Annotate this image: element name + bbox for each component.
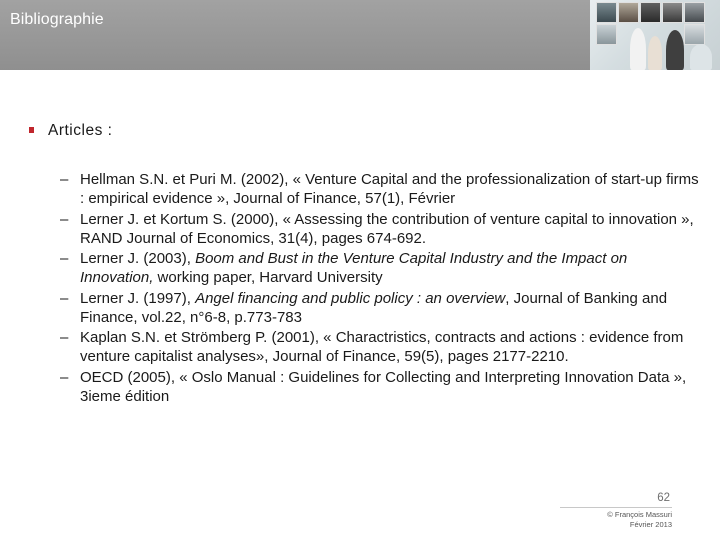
photo-person — [648, 36, 662, 70]
dash-bullet-icon: – — [60, 210, 69, 228]
collage-thumbnail — [640, 2, 661, 23]
dash-bullet-icon: – — [60, 171, 69, 188]
reference-text — [80, 171, 699, 207]
collage-thumbnail — [596, 24, 617, 45]
reference-text — [80, 290, 667, 326]
collage-thumbnail — [596, 2, 617, 23]
reference-segment: Kaplan S.N. et Strömberg P. (2001), « Charactristics, contracts and actions : evidence from venture capitalist analyses», Journal of Finance, 59(5), pages 2177-2210. — [80, 329, 684, 365]
reference-segment: Hellman S.N. et Puri M. (2002), « Venture Capital and the professionalization of start-up firms : empirical evidence », Journal of Finance, 57(1), Février — [80, 171, 699, 207]
header-photo-collage — [590, 0, 720, 70]
reference-title-italic: Angel financing and public policy : an overview — [195, 289, 506, 307]
reference-text — [80, 369, 686, 405]
photo-person — [690, 44, 712, 70]
reference-item — [60, 249, 700, 287]
reference-segment: Lerner J. (2003), — [80, 250, 196, 267]
reference-segment: Lerner J. (1997), — [80, 289, 196, 307]
reference-item — [60, 289, 700, 327]
reference-list — [60, 170, 700, 407]
dash-bullet-icon: – — [60, 329, 69, 346]
reference-text — [80, 250, 627, 286]
collage-thumbnail — [618, 2, 639, 23]
reference-segment: , Journal of Banking and Finance, vol.22, n°6-8, p.773-783 — [80, 289, 668, 326]
reference-item — [60, 210, 700, 248]
reference-text — [80, 329, 683, 365]
reference-text — [80, 211, 694, 247]
reference-item — [60, 170, 700, 208]
section-heading: Articles : — [48, 122, 113, 139]
page-title: Bibliographie — [10, 11, 104, 28]
reference-item — [60, 368, 700, 406]
footer-divider — [560, 507, 672, 508]
photo-person — [666, 30, 684, 70]
header-bar — [0, 0, 720, 70]
page-number: 62 — [657, 492, 670, 504]
reference-segment: Lerner J. et Kortum S. (2000), « Assessing the contribution of venture capital to innovation », RAND Journal of Economics, 31(4), pages 674-692. — [80, 210, 694, 247]
dash-bullet-icon: – — [60, 289, 69, 307]
reference-title-italic: Boom and Bust in the Venture Capital Industry and the Impact on Innovation, — [80, 250, 628, 286]
reference-segment: working paper, Harvard University — [153, 269, 383, 286]
footer-author: © François Massuri — [607, 510, 672, 519]
photo-person — [630, 28, 646, 70]
dash-bullet-icon: – — [60, 368, 69, 386]
reference-item — [60, 328, 700, 366]
bullet-square-icon — [29, 127, 34, 133]
collage-thumbnail — [662, 2, 683, 23]
collage-thumbnail — [684, 2, 705, 23]
footer-date: Février 2013 — [629, 520, 672, 529]
dash-bullet-icon: – — [60, 250, 69, 267]
reference-segment: OECD (2005), « Oslo Manual : Guidelines for Collecting and Interpreting Innovation Data », 3ieme édition — [80, 368, 687, 405]
collage-thumbnail — [684, 24, 705, 45]
